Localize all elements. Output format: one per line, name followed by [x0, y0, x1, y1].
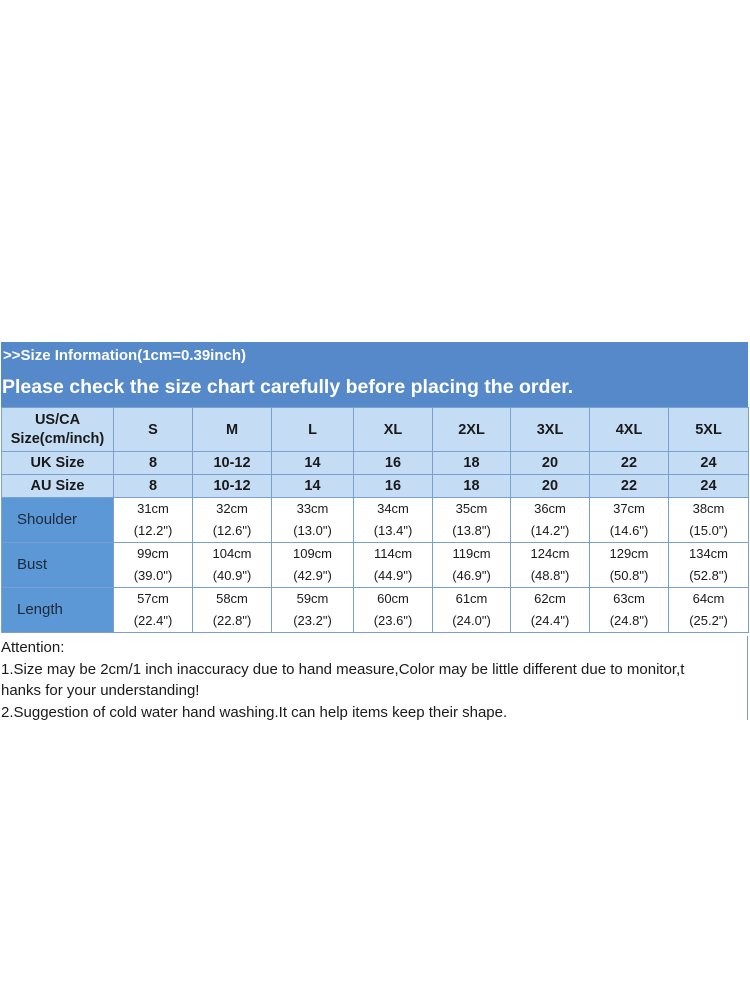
size-cell: XL — [354, 408, 433, 452]
measure-cell: 134cm (52.8") — [669, 543, 749, 588]
size-cell: L — [272, 408, 354, 452]
measure-cell: 36cm (14.2") — [511, 498, 590, 543]
uk-size-header: UK Size — [2, 452, 114, 475]
size-chart — [1, 342, 748, 633]
measure-cell: 63cm (24.8") — [590, 588, 669, 633]
au-size-cell: 24 — [669, 475, 749, 498]
size-cell: 3XL — [511, 408, 590, 452]
uk-size-cell: 16 — [354, 452, 433, 475]
size-cell: S — [114, 408, 193, 452]
size-table — [1, 407, 749, 633]
measure-cell: 109cm (42.9") — [272, 543, 354, 588]
au-size-cell: 8 — [114, 475, 193, 498]
size-cell: M — [193, 408, 272, 452]
measure-cell: 124cm (48.8") — [511, 543, 590, 588]
attention-notes — [1, 636, 748, 720]
au-size-cell: 10-12 — [193, 475, 272, 498]
measure-cell: 114cm (44.9") — [354, 543, 433, 588]
measure-cell: 99cm (39.0") — [114, 543, 193, 588]
size-cell: 2XL — [433, 408, 511, 452]
measure-cell: 61cm (24.0") — [433, 588, 511, 633]
shoulder-label: Shoulder — [2, 498, 114, 543]
measure-cell: 62cm (24.4") — [511, 588, 590, 633]
uk-size-cell: 10-12 — [193, 452, 272, 475]
note-line: 1.Size may be 2cm/1 inch inaccuracy due to hand measure,Color may be little different due to monitor,t — [1, 660, 685, 678]
measure-cell: 129cm (50.8") — [590, 543, 669, 588]
measure-cell: 35cm (13.8") — [433, 498, 511, 543]
measure-cell: 64cm (25.2") — [669, 588, 749, 633]
au-size-header: AU Size — [2, 475, 114, 498]
uk-size-cell: 14 — [272, 452, 354, 475]
shoulder-row — [2, 498, 749, 543]
bust-row — [2, 543, 749, 588]
measure-cell: 34cm (13.4") — [354, 498, 433, 543]
measure-cell: 31cm (12.2") — [114, 498, 193, 543]
measure-cell: 38cm (15.0") — [669, 498, 749, 543]
au-size-cell: 14 — [272, 475, 354, 498]
us-size-row — [2, 408, 749, 452]
size-cell: 5XL — [669, 408, 749, 452]
uk-size-cell: 18 — [433, 452, 511, 475]
length-label: Length — [2, 588, 114, 633]
measure-cell: 57cm (22.4") — [114, 588, 193, 633]
size-info-title: >>Size Information(1cm=0.39inch) — [1, 342, 748, 369]
length-row — [2, 588, 749, 633]
au-size-cell: 18 — [433, 475, 511, 498]
au-size-row — [2, 475, 749, 498]
measure-cell: 119cm (46.9") — [433, 543, 511, 588]
uk-size-row — [2, 452, 749, 475]
uk-size-cell: 24 — [669, 452, 749, 475]
size-cell: 4XL — [590, 408, 669, 452]
au-size-cell: 22 — [590, 475, 669, 498]
measure-cell: 58cm (22.8") — [193, 588, 272, 633]
bust-label: Bust — [2, 543, 114, 588]
size-chart-notice: Please check the size chart carefully before placing the order. — [1, 369, 748, 407]
uk-size-cell: 8 — [114, 452, 193, 475]
uk-size-cell: 22 — [590, 452, 669, 475]
note-line: 2.Suggestion of cold water hand washing.It can help items keep their shape. — [1, 703, 508, 721]
measure-cell: 59cm (23.2") — [272, 588, 354, 633]
measure-cell: 32cm (12.6") — [193, 498, 272, 543]
us-size-header: US/CA Size(cm/inch) — [2, 408, 114, 452]
note-line: hanks for your understanding! — [1, 682, 200, 699]
au-size-cell: 20 — [511, 475, 590, 498]
measure-cell: 104cm (40.9") — [193, 543, 272, 588]
au-size-cell: 16 — [354, 475, 433, 498]
uk-size-cell: 20 — [511, 452, 590, 475]
measure-cell: 37cm (14.6") — [590, 498, 669, 543]
attention-heading: Attention: — [1, 639, 65, 656]
measure-cell: 33cm (13.0") — [272, 498, 354, 543]
measure-cell: 60cm (23.6") — [354, 588, 433, 633]
